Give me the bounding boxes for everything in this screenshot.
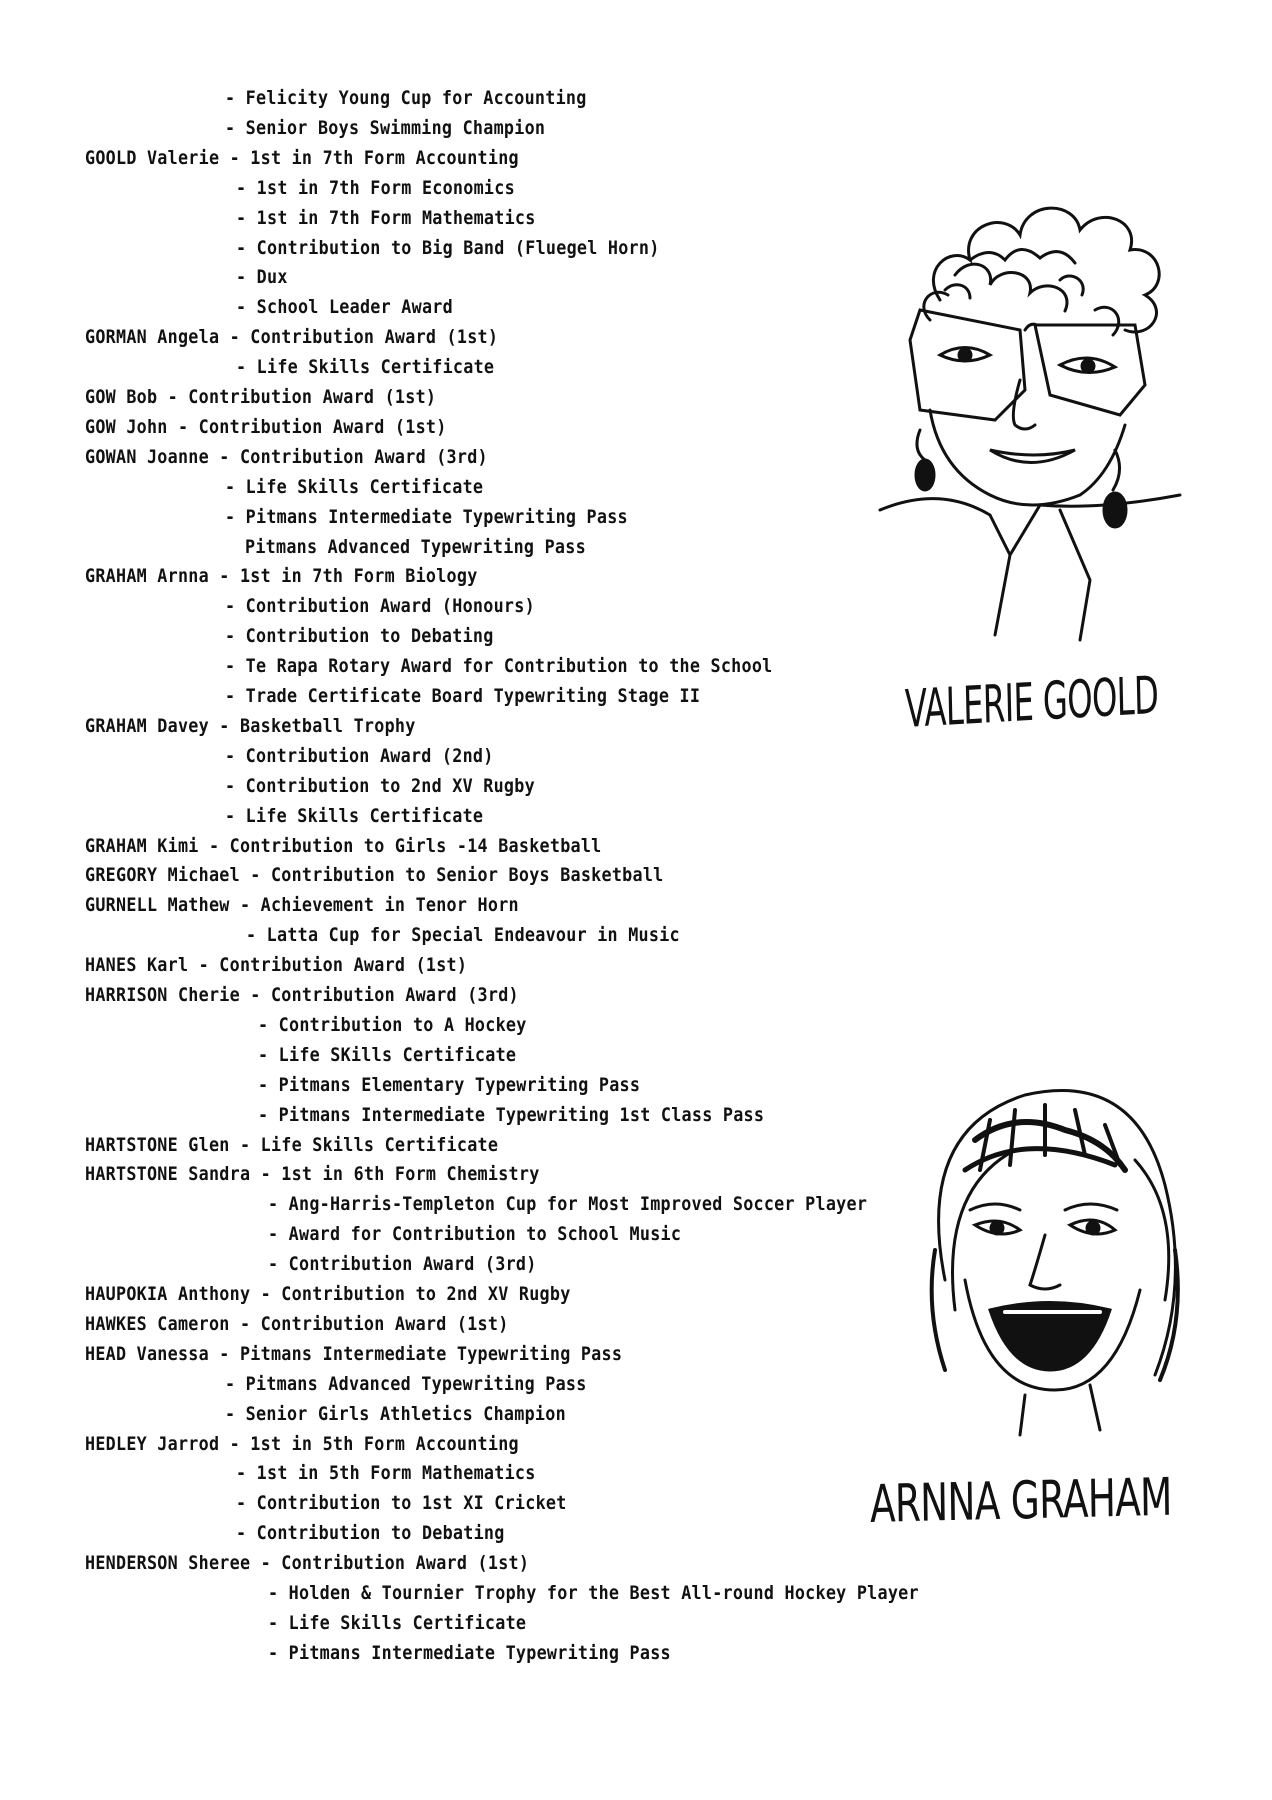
award-entry-line: - 1st in 7th Form Economics: [236, 176, 515, 199]
award-entry-name-line: GOOLD Valerie - 1st in 7th Form Accounting: [85, 146, 519, 169]
award-entry-line: - Contribution to Big Band (Fluegel Horn): [236, 236, 660, 259]
award-entry-line: - Latta Cup for Special Endeavour in Music: [246, 924, 680, 947]
award-entry-line: - Senior Boys Swimming Champion: [225, 116, 546, 139]
award-entry-line: - Contribution Award (3rd): [268, 1253, 537, 1276]
award-entry-name-line: GRAHAM Kimi - Contribution to Girls -14 Basketball: [85, 834, 602, 857]
award-entry-line: - Holden & Tournier Trophy for the Best All-round Hockey Player: [268, 1582, 919, 1604]
award-entry-line: - Contribution Award (2nd): [225, 744, 494, 767]
award-entry-line: Pitmans Advanced Typewriting Pass: [245, 535, 586, 558]
award-entry-line: - Dux: [236, 266, 288, 289]
award-entry-line: - Contribution to A Hockey: [258, 1013, 527, 1036]
award-entry-name-line: GRAHAM Arnna - 1st in 7th Form Biology: [85, 565, 478, 588]
award-entry-line: - Contribution to 1st XI Cricket: [236, 1492, 567, 1515]
award-entry-line: - Life SKills Certificate: [258, 1043, 517, 1066]
award-entry-line: - Contribution Award (Honours): [225, 595, 535, 618]
award-entry-name-line: HARRISON Cherie - Contribution Award (3rd): [85, 984, 519, 1006]
award-entry-line: - Contribution to 2nd XV Rugby: [225, 774, 535, 797]
award-entry-line: - Pitmans Advanced Typewriting Pass: [225, 1372, 587, 1395]
award-entry-line: - Te Rapa Rotary Award for Contribution to the School: [225, 655, 773, 678]
award-entry-name-line: HAWKES Cameron - Contribution Award (1st): [85, 1312, 509, 1335]
award-entry-line: - Ang-Harris-Templeton Cup for Most Improved Soccer Player: [268, 1193, 868, 1216]
award-entry-name-line: GOW Bob - Contribution Award (1st): [85, 386, 437, 408]
award-entry-line: - Life Skills Certificate: [236, 356, 495, 379]
award-entry-line: - Contribution to Debating: [236, 1522, 505, 1545]
award-entry-name-line: HARTSTONE Sandra - 1st in 6th Form Chemistry: [85, 1163, 540, 1186]
award-entry-line: - Pitmans Intermediate Typewriting 1st Class Pass: [258, 1103, 765, 1126]
award-entry-line: - Trade Certificate Board Typewriting Stage II: [225, 685, 701, 707]
award-entry-line: - Award for Contribution to School Music: [268, 1223, 682, 1246]
award-entry-name-line: GORMAN Angela - Contribution Award (1st): [85, 326, 499, 349]
award-entry-name-line: GREGORY Michael - Contribution to Senior Boys Basketball: [85, 864, 664, 887]
award-entry-line: - 1st in 5th Form Mathematics: [236, 1462, 536, 1485]
award-entry-line: - Felicity Young Cup for Accounting: [225, 87, 587, 109]
signature-arnna-graham: ARNNA GRAHAM: [869, 1467, 1173, 1535]
award-entry-line: - Pitmans Elementary Typewriting Pass: [258, 1073, 641, 1096]
award-entry-name-line: GOWAN Joanne - Contribution Award (3rd): [85, 445, 488, 468]
award-entry-name-line: GOW John - Contribution Award (1st): [85, 415, 447, 438]
award-entry-name-line: HARTSTONE Glen - Life Skills Certificate: [85, 1133, 499, 1156]
award-entry-name-line: GRAHAM Davey - Basketball Trophy: [85, 714, 416, 737]
award-entry-line: - Life Skills Certificate: [268, 1611, 527, 1634]
award-entry-name-line: HENDERSON Sheree - Contribution Award (1st): [85, 1552, 530, 1575]
award-entry-name-line: HANES Karl - Contribution Award (1st): [85, 954, 468, 977]
caricature-arnna-graham: [905, 1050, 1205, 1460]
award-entry-name-line: HEAD Vanessa - Pitmans Intermediate Typewriting Pass: [85, 1342, 623, 1365]
award-entry-line: - Life Skills Certificate: [225, 475, 484, 498]
award-entry-line: - 1st in 7th Form Mathematics: [236, 206, 536, 229]
award-entry-line: - Senior Girls Athletics Champion: [225, 1402, 566, 1425]
award-entry-line: - Life Skills Certificate: [225, 804, 484, 827]
award-entry-name-line: GURNELL Mathew - Achievement in Tenor Horn: [85, 894, 519, 917]
signature-valerie-goold: VALERIE GOOLD: [904, 665, 1159, 740]
award-entry-name-line: HEDLEY Jarrod - 1st in 5th Form Accounting: [85, 1432, 519, 1455]
caricature-valerie-goold: [860, 180, 1250, 690]
award-entry-name-line: HAUPOKIA Anthony - Contribution to 2nd XV Rugby: [85, 1283, 571, 1305]
award-entry-line: - School Leader Award: [236, 296, 453, 319]
award-entry-line: - Contribution to Debating: [225, 625, 494, 648]
award-entry-line: - Pitmans Intermediate Typewriting Pass: [268, 1641, 671, 1664]
award-entry-line: - Pitmans Intermediate Typewriting Pass: [225, 505, 628, 528]
